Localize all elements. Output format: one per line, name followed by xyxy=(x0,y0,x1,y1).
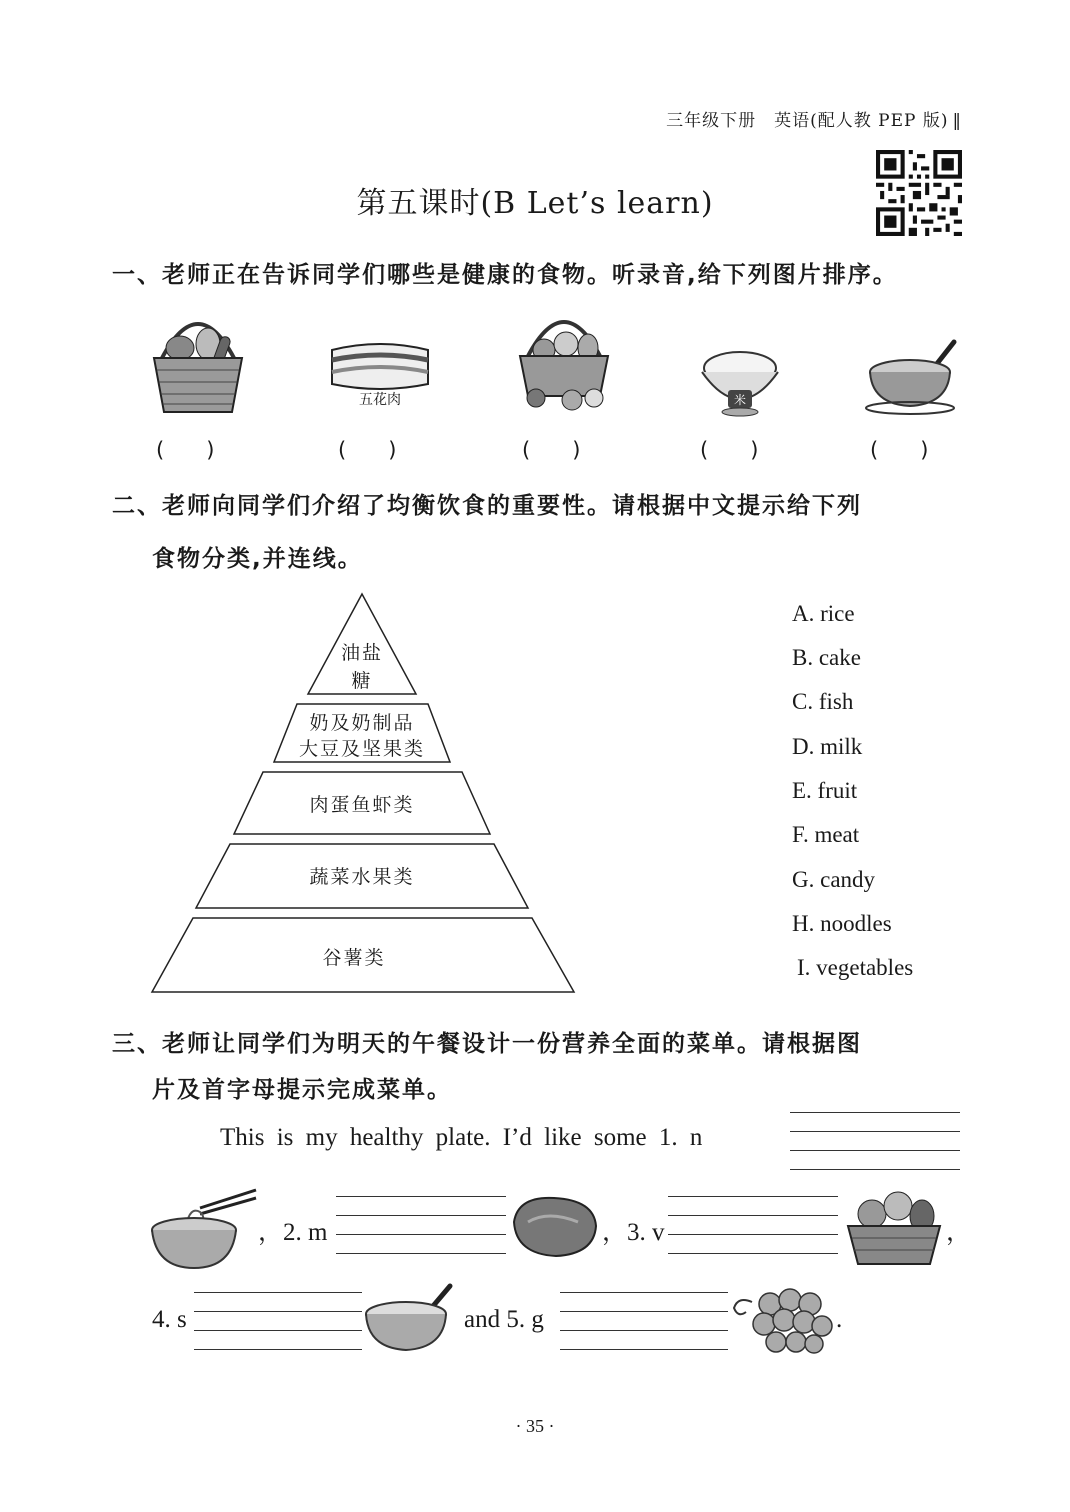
section2-heading-line1: 二、老师向同学们介绍了均衡饮食的重要性。请根据中文提示给下列 xyxy=(112,493,862,519)
answer-lines-1[interactable] xyxy=(790,1112,960,1170)
lesson-title: 第五课时(B Let’s learn) xyxy=(356,186,714,221)
answer-paren-4[interactable]: ( ) xyxy=(700,438,759,462)
answer-paren-5[interactable]: ( ) xyxy=(870,438,929,462)
option-i[interactable]: I. vegetables xyxy=(797,955,914,980)
section2-heading-line2: 食物分类,并连线。 xyxy=(152,546,363,572)
header-bar: ‖ xyxy=(952,111,962,131)
option-d[interactable]: D. milk xyxy=(792,734,863,759)
header-text: 三年级下册 英语(配人教 PEP 版) xyxy=(666,111,949,131)
section1-heading: 一、老师正在告诉同学们哪些是健康的食物。听录音,给下列图片排序。 xyxy=(112,262,898,288)
option-f[interactable]: F. meat xyxy=(792,822,860,847)
option-h[interactable]: H. noodles xyxy=(792,911,892,936)
soup-bowl-icon xyxy=(862,338,962,416)
fruit-basket-icon xyxy=(514,300,614,414)
period: . xyxy=(836,1306,843,1333)
answer-paren-2[interactable]: ( ) xyxy=(338,438,397,462)
page-number: · 35 · xyxy=(515,1416,555,1436)
answer-paren-1[interactable]: ( ) xyxy=(156,438,215,462)
comma-after-item3: ， xyxy=(946,1219,972,1246)
section3-heading-line1: 三、老师让同学们为明天的午餐设计一份营养全面的菜单。请根据图 xyxy=(112,1031,862,1057)
pyramid-level4: 蔬菜水果类 xyxy=(309,866,415,888)
pyramid-level1-line1: 油盐 xyxy=(340,642,383,664)
noodles-bowl-icon xyxy=(150,1186,260,1272)
section3-heading-line2: 片及首字母提示完成菜单。 xyxy=(152,1077,452,1103)
pork-label: 五花肉 xyxy=(359,392,401,408)
vegetables-basket-icon xyxy=(842,1184,946,1270)
answer-lines-5[interactable] xyxy=(560,1292,728,1350)
answer-lines-3[interactable] xyxy=(668,1196,838,1254)
grapes-icon xyxy=(730,1286,834,1356)
option-b[interactable]: B. cake xyxy=(792,645,861,670)
pyramid-level3: 肉蛋鱼虾类 xyxy=(309,794,415,816)
pyramid-level2-line1: 奶及奶制品 xyxy=(309,712,415,734)
vegetable-basket-icon xyxy=(148,300,248,418)
answer-lines-4[interactable] xyxy=(194,1292,362,1350)
rice-bowl-icon xyxy=(696,346,784,418)
page-header xyxy=(666,106,962,131)
qr-code-icon xyxy=(876,150,962,236)
meat-steak-icon xyxy=(508,1192,600,1262)
answer-lines-2[interactable] xyxy=(336,1196,506,1254)
answer-paren-3[interactable]: ( ) xyxy=(522,438,581,462)
item3-label: ，3. v xyxy=(602,1219,665,1246)
rice-label: 米 xyxy=(733,393,747,407)
option-e[interactable]: E. fruit xyxy=(792,778,858,803)
pyramid-level1-line2: 糖 xyxy=(351,670,373,692)
item4-label: 4. s xyxy=(152,1306,187,1333)
option-g[interactable]: G. candy xyxy=(792,867,876,892)
item2-label: ，2. m xyxy=(258,1219,328,1246)
menu-sentence: This is my healthy plate. I’d like some 1. n xyxy=(220,1124,703,1151)
pork-belly-icon xyxy=(324,338,436,416)
item5-label: and 5. g xyxy=(464,1306,544,1333)
pyramid-level5: 谷薯类 xyxy=(322,947,386,969)
option-c[interactable]: C. fish xyxy=(792,689,854,714)
soup-icon xyxy=(362,1282,458,1358)
pyramid-level2-line2: 大豆及坚果类 xyxy=(298,738,425,760)
option-a[interactable]: A. rice xyxy=(792,601,855,626)
